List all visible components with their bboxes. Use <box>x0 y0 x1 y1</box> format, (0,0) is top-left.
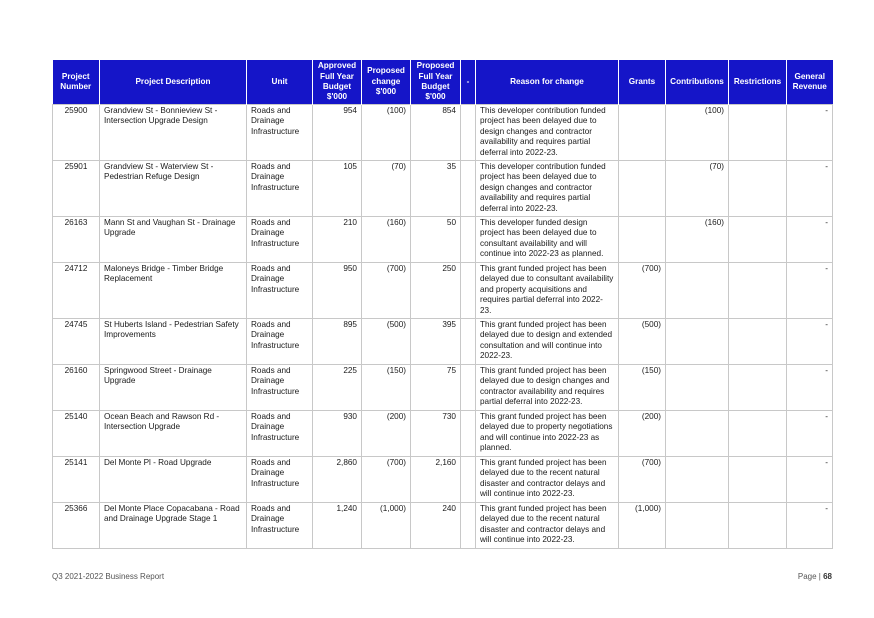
cell-grants: (200) <box>619 411 666 457</box>
cell-contributions <box>666 365 729 411</box>
cell-proposed-change: (700) <box>362 263 411 319</box>
cell-marker <box>461 263 476 319</box>
header-project-number: Project Number <box>53 60 100 105</box>
cell-proposed-budget: 2,160 <box>411 457 461 503</box>
cell-general-revenue: - <box>787 217 833 263</box>
budget-change-table <box>52 60 833 549</box>
cell-contributions: (70) <box>666 161 729 217</box>
cell-marker <box>461 161 476 217</box>
header-grants: Grants <box>619 60 666 105</box>
cell-restrictions <box>729 105 787 161</box>
cell-project-description: Mann St and Vaughan St - Drainage Upgrade <box>100 217 247 263</box>
cell-approved-budget: 954 <box>313 105 362 161</box>
cell-proposed-budget: 854 <box>411 105 461 161</box>
cell-project-description: Del Monte Pl - Road Upgrade <box>100 457 247 503</box>
header-general-revenue: General Revenue <box>787 60 833 105</box>
cell-proposed-budget: 75 <box>411 365 461 411</box>
cell-proposed-change: (160) <box>362 217 411 263</box>
cell-proposed-budget: 730 <box>411 411 461 457</box>
cell-unit: Roads and Drainage Infrastructure <box>247 319 313 365</box>
table-row <box>53 411 833 457</box>
cell-restrictions <box>729 319 787 365</box>
cell-project-number: 26163 <box>53 217 100 263</box>
cell-project-number: 25901 <box>53 161 100 217</box>
cell-project-description: Grandview St - Bonnieview St - Intersection Upgrade Design <box>100 105 247 161</box>
cell-grants <box>619 105 666 161</box>
cell-contributions <box>666 319 729 365</box>
cell-contributions: (160) <box>666 217 729 263</box>
cell-unit: Roads and Drainage Infrastructure <box>247 503 313 549</box>
cell-approved-budget: 210 <box>313 217 362 263</box>
header-unit: Unit <box>247 60 313 105</box>
table-row <box>53 217 833 263</box>
cell-approved-budget: 225 <box>313 365 362 411</box>
cell-marker <box>461 457 476 503</box>
header-proposed-change: Proposed change $'000 <box>362 60 411 105</box>
cell-grants <box>619 217 666 263</box>
cell-approved-budget: 930 <box>313 411 362 457</box>
cell-project-description: St Huberts Island - Pedestrian Safety Improvements <box>100 319 247 365</box>
cell-reason: This developer contribution funded project has been delayed due to design changes and contractor availability and requires partial deferral into 2022-23. <box>476 161 619 217</box>
cell-restrictions <box>729 161 787 217</box>
cell-proposed-change: (500) <box>362 319 411 365</box>
cell-marker <box>461 411 476 457</box>
cell-general-revenue: - <box>787 365 833 411</box>
cell-reason: This grant funded project has been delayed due to property negotiations and will continue into 2022-23 as planned. <box>476 411 619 457</box>
page-label: Page | <box>797 572 821 581</box>
cell-project-number: 24712 <box>53 263 100 319</box>
cell-reason: This grant funded project has been delayed due to the recent natural disaster and contractor delays and will continue into 2022-23. <box>476 503 619 549</box>
cell-restrictions <box>729 217 787 263</box>
cell-proposed-change: (700) <box>362 457 411 503</box>
cell-proposed-budget: 240 <box>411 503 461 549</box>
cell-grants: (1,000) <box>619 503 666 549</box>
cell-general-revenue: - <box>787 457 833 503</box>
cell-reason: This grant funded project has been delayed due to the recent natural disaster and contractor delays and will continue into 2022-23. <box>476 457 619 503</box>
cell-contributions <box>666 263 729 319</box>
cell-proposed-budget: 35 <box>411 161 461 217</box>
table-row <box>53 457 833 503</box>
cell-reason: This grant funded project has been delayed due to design and extended consultation and will continue into 2022-23. <box>476 319 619 365</box>
cell-contributions <box>666 503 729 549</box>
cell-general-revenue: - <box>787 263 833 319</box>
cell-unit: Roads and Drainage Infrastructure <box>247 105 313 161</box>
cell-project-description: Ocean Beach and Rawson Rd - Intersection Upgrade <box>100 411 247 457</box>
cell-restrictions <box>729 411 787 457</box>
cell-reason: This grant funded project has been delayed due to consultant availability and property acquisitions and requires partial deferral into 2022-23. <box>476 263 619 319</box>
cell-general-revenue: - <box>787 411 833 457</box>
table-row <box>53 161 833 217</box>
table-header-row <box>53 60 833 105</box>
page-indicator <box>798 572 832 581</box>
cell-unit: Roads and Drainage Infrastructure <box>247 411 313 457</box>
cell-reason: This developer funded design project has been delayed due to consultant availability and will continue into 2022-23 as planned. <box>476 217 619 263</box>
cell-proposed-budget: 50 <box>411 217 461 263</box>
page-number: 68 <box>823 572 832 581</box>
table-row <box>53 105 833 161</box>
cell-grants: (500) <box>619 319 666 365</box>
cell-restrictions <box>729 457 787 503</box>
cell-unit: Roads and Drainage Infrastructure <box>247 457 313 503</box>
table-row <box>53 365 833 411</box>
cell-unit: Roads and Drainage Infrastructure <box>247 263 313 319</box>
cell-general-revenue: - <box>787 503 833 549</box>
header-marker: - <box>461 60 476 105</box>
cell-restrictions <box>729 263 787 319</box>
header-approved-budget: Approved Full Year Budget $'000 <box>313 60 362 105</box>
cell-approved-budget: 950 <box>313 263 362 319</box>
header-contributions: Contributions <box>666 60 729 105</box>
cell-project-number: 25141 <box>53 457 100 503</box>
cell-marker <box>461 217 476 263</box>
cell-general-revenue: - <box>787 319 833 365</box>
cell-grants: (700) <box>619 457 666 503</box>
cell-reason: This developer contribution funded project has been delayed due to design changes and contractor availability and requires partial deferral into 2022-23. <box>476 105 619 161</box>
cell-proposed-budget: 395 <box>411 319 461 365</box>
cell-project-number: 26160 <box>53 365 100 411</box>
cell-approved-budget: 105 <box>313 161 362 217</box>
table-row <box>53 319 833 365</box>
cell-grants <box>619 161 666 217</box>
cell-proposed-change: (1,000) <box>362 503 411 549</box>
cell-approved-budget: 895 <box>313 319 362 365</box>
cell-project-description: Del Monte Place Copacabana - Road and Drainage Upgrade Stage 1 <box>100 503 247 549</box>
cell-project-description: Maloneys Bridge - Timber Bridge Replacement <box>100 263 247 319</box>
cell-proposed-budget: 250 <box>411 263 461 319</box>
header-reason: Reason for change <box>476 60 619 105</box>
cell-general-revenue: - <box>787 105 833 161</box>
cell-restrictions <box>729 503 787 549</box>
cell-reason: This grant funded project has been delayed due to design changes and contractor availability and requires partial deferral into 2022-23. <box>476 365 619 411</box>
cell-grants: (700) <box>619 263 666 319</box>
table-row <box>53 263 833 319</box>
cell-contributions: (100) <box>666 105 729 161</box>
cell-marker <box>461 105 476 161</box>
cell-project-description: Grandview St - Waterview St - Pedestrian Refuge Design <box>100 161 247 217</box>
cell-contributions <box>666 457 729 503</box>
cell-proposed-change: (150) <box>362 365 411 411</box>
cell-grants: (150) <box>619 365 666 411</box>
table-body <box>53 105 833 549</box>
cell-marker <box>461 365 476 411</box>
cell-unit: Roads and Drainage Infrastructure <box>247 217 313 263</box>
cell-unit: Roads and Drainage Infrastructure <box>247 365 313 411</box>
cell-restrictions <box>729 365 787 411</box>
header-restrictions: Restrictions <box>729 60 787 105</box>
cell-project-number: 25366 <box>53 503 100 549</box>
cell-marker <box>461 503 476 549</box>
header-project-description: Project Description <box>100 60 247 105</box>
cell-project-number: 25140 <box>53 411 100 457</box>
table-row <box>53 503 833 549</box>
cell-approved-budget: 2,860 <box>313 457 362 503</box>
cell-contributions <box>666 411 729 457</box>
cell-general-revenue: - <box>787 161 833 217</box>
cell-project-number: 25900 <box>53 105 100 161</box>
cell-unit: Roads and Drainage Infrastructure <box>247 161 313 217</box>
cell-project-number: 24745 <box>53 319 100 365</box>
cell-approved-budget: 1,240 <box>313 503 362 549</box>
header-proposed-budget: Proposed Full Year Budget $'000 <box>411 60 461 105</box>
cell-proposed-change: (70) <box>362 161 411 217</box>
report-title: Q3 2021-2022 Business Report <box>52 572 165 581</box>
cell-project-description: Springwood Street - Drainage Upgrade <box>100 365 247 411</box>
cell-proposed-change: (200) <box>362 411 411 457</box>
cell-proposed-change: (100) <box>362 105 411 161</box>
cell-marker <box>461 319 476 365</box>
